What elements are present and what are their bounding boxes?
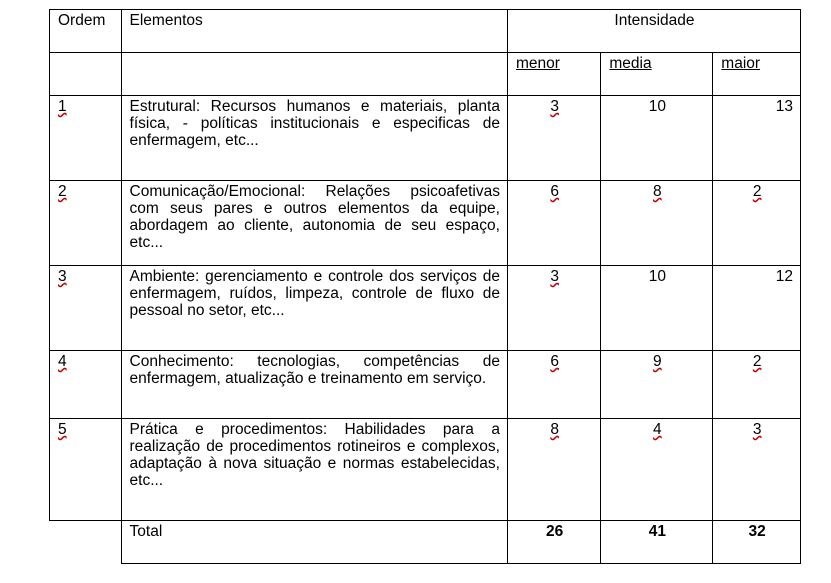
total-maior: 32	[713, 521, 801, 564]
row-maior	[713, 181, 801, 266]
row-elemento: Comunicação/Emocional: Relações psicoafetivas com seus pares e outros elementos da equipe, abordagem ao cliente, autonomia de seu espaço, etc...	[121, 181, 507, 266]
row-maior: 13	[713, 96, 801, 181]
header-ordem: Ordem	[50, 10, 122, 53]
row-ordem	[50, 351, 122, 419]
total-empty-ordem	[50, 521, 122, 564]
row-maior: 12	[713, 266, 801, 351]
table-row	[50, 96, 801, 181]
row-media	[601, 351, 713, 419]
row-menor	[507, 351, 600, 419]
row-ordem-value: 2	[58, 183, 67, 200]
row-menor-value: 6	[550, 183, 559, 200]
table-row	[50, 181, 801, 266]
row-media	[601, 181, 713, 266]
row-elemento: Ambiente: gerenciamento e controle dos serviços de enfermagem, ruídos, limpeza, controle de fluxo de pessoal no setor, etc...	[121, 266, 507, 351]
row-maior	[713, 419, 801, 521]
row-maior-value: 2	[752, 183, 762, 200]
row-ordem-value: 4	[58, 353, 67, 370]
row-menor-value: 3	[550, 268, 559, 285]
row-ordem	[50, 266, 122, 351]
table-row	[50, 266, 801, 351]
header-row	[50, 10, 801, 53]
table-row	[50, 419, 801, 521]
header-intensidade: Intensidade	[507, 10, 800, 53]
total-label: Total	[121, 521, 507, 564]
header-elementos: Elementos	[121, 10, 507, 53]
row-menor-value: 6	[550, 353, 559, 370]
row-ordem-value: 1	[58, 98, 67, 115]
row-media-value: 4	[653, 421, 662, 438]
subheader-empty-ordem	[50, 53, 122, 96]
row-media	[601, 419, 713, 521]
subheader-media-label: media	[609, 55, 652, 72]
subheader-menor-label: menor	[515, 55, 560, 72]
subheader-row	[50, 53, 801, 96]
row-media: 10	[601, 96, 713, 181]
row-media: 10	[601, 266, 713, 351]
row-elemento: Conhecimento: tecnologias, competências de enfermagem, atualização e treinamento em serviço.	[121, 351, 507, 419]
row-ordem	[50, 96, 122, 181]
row-menor	[507, 181, 600, 266]
row-ordem	[50, 419, 122, 521]
row-ordem	[50, 181, 122, 266]
row-maior-value: 3	[752, 421, 762, 438]
row-elemento: Estrutural: Recursos humanos e materiais, planta física, - políticas institucionais e especificas de enfermagem, etc...	[121, 96, 507, 181]
row-menor	[507, 96, 600, 181]
intensity-table	[49, 9, 801, 564]
row-ordem-value: 3	[58, 268, 67, 285]
row-menor-value: 3	[550, 98, 559, 115]
subheader-empty-elementos	[121, 53, 507, 96]
table-row	[50, 351, 801, 419]
subheader-maior	[713, 53, 801, 96]
row-menor	[507, 419, 600, 521]
row-media-value: 9	[653, 353, 662, 370]
row-maior	[713, 351, 801, 419]
row-menor	[507, 266, 600, 351]
row-elemento: Prática e procedimentos: Habilidades para a realização de procedimentos rotineiros e complexos, adaptação à nova situação e normas estabelecidas, etc...	[121, 419, 507, 521]
row-media-value: 8	[653, 183, 662, 200]
subheader-menor	[507, 53, 600, 96]
total-row	[50, 521, 801, 564]
subheader-media	[601, 53, 713, 96]
subheader-maior-label: maior	[721, 55, 761, 72]
row-menor-value: 8	[550, 421, 559, 438]
total-menor: 26	[507, 521, 600, 564]
row-ordem-value: 5	[58, 421, 67, 438]
row-maior-value: 2	[752, 353, 762, 370]
total-media: 41	[601, 521, 713, 564]
